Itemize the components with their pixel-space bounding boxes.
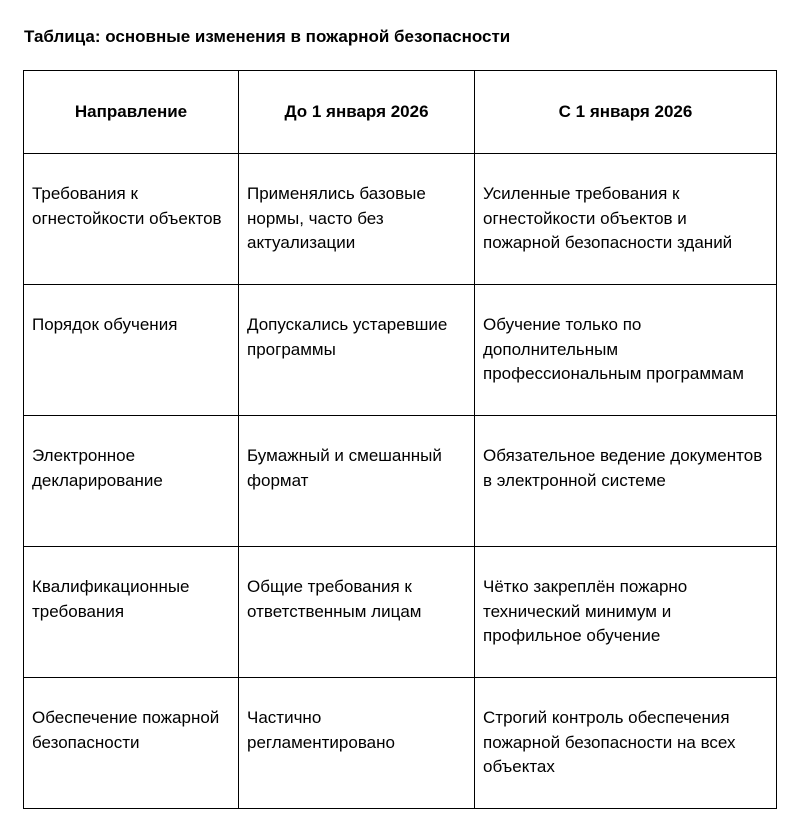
table-row [24, 416, 777, 547]
table-header-row [24, 71, 777, 154]
cell-direction: Порядок обучения [24, 285, 239, 416]
cell-after: Обязательное ведение документов в электронной системе [475, 416, 777, 547]
table-row [24, 678, 777, 809]
cell-direction: Квалификационные требования [24, 547, 239, 678]
cell-after: Обучение только по дополнительным профессиональным программам [475, 285, 777, 416]
table-title: Таблица: основные изменения в пожарной безопасности [24, 27, 511, 46]
cell-direction: Электронное декларирование [24, 416, 239, 547]
table-row [24, 285, 777, 416]
cell-after: Чётко закреплён пожарно технический минимум и профильное обучение [475, 547, 777, 678]
cell-before: Частично регламентировано [239, 678, 475, 809]
cell-before: Бумажный и смешанный формат [239, 416, 475, 547]
changes-table [23, 70, 777, 809]
cell-before: Допускались устаревшие программы [239, 285, 475, 416]
cell-direction: Обеспечение пожарной безопасности [24, 678, 239, 809]
cell-before: Применялись базовые нормы, часто без актуализации [239, 154, 475, 285]
cell-after: Усиленные требования к огнестойкости объектов и пожарной безопасности зданий [475, 154, 777, 285]
header-before-2026: До 1 января 2026 [239, 71, 475, 154]
table-row [24, 154, 777, 285]
header-direction: Направление [24, 71, 239, 154]
cell-before: Общие требования к ответственным лицам [239, 547, 475, 678]
table-row [24, 547, 777, 678]
header-after-2026: С 1 января 2026 [475, 71, 777, 154]
cell-direction: Требования к огнестойкости объектов [24, 154, 239, 285]
cell-after: Строгий контроль обеспечения пожарной безопасности на всех объектах [475, 678, 777, 809]
